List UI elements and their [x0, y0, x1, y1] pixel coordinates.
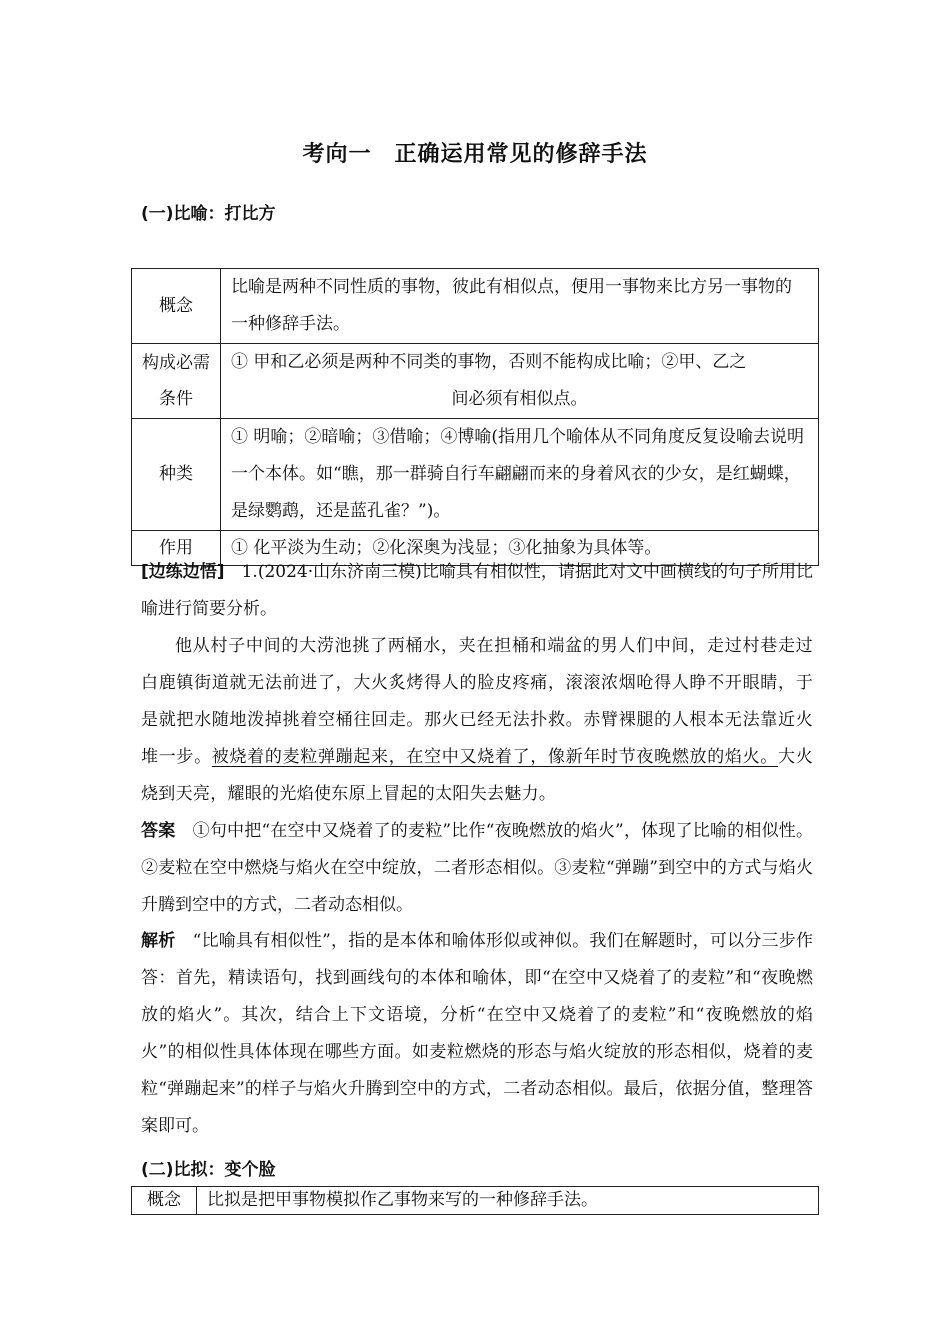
- table-row: [132, 344, 819, 419]
- analysis-label: 解析: [141, 931, 176, 951]
- table-row: [132, 1187, 819, 1215]
- answer-block: [141, 813, 813, 924]
- row-value-function: ① 化平淡为生动；②化深奥为浅显；③化抽象为具体等。: [221, 531, 819, 566]
- analysis-block: [141, 923, 813, 1145]
- exercise-question: [141, 554, 813, 628]
- passage-after: 大火烧到天亮，耀眼的光焰使东原上冒起的太阳失去魅力。: [141, 747, 813, 804]
- page-title: 考向一 正确运用常见的修辞手法: [302, 142, 648, 167]
- question-text: 1.(2024·山东济南三模)比喻具有相似性，请据此对文中画横线的句子所用比喻进行简要分析。: [141, 562, 814, 619]
- personification-table: [131, 1186, 819, 1215]
- conditions-line-1: ① 甲和乙必须是两种不同类的事物，否则不能构成比喻；②甲、乙之: [231, 352, 747, 372]
- row-value-types: ① 明喻；②暗喻；③借喻；④博喻(指用几个喻体从不同角度反复设喻去说明一个本体。如“瞧，那一群骑自行车翩翩而来的身着风衣的少女，是红蝴蝶，是绿鹦鹉，还是蓝孔雀？”)。: [221, 419, 819, 531]
- row-key-conditions: 构成必需条件: [132, 344, 221, 419]
- passage: [141, 628, 813, 813]
- row-key-types: 种类: [132, 419, 221, 531]
- conditions-line-2: 间必须有相似点。: [451, 389, 588, 409]
- metaphor-table: [131, 268, 819, 566]
- row-value-concept-2: 比拟是把甲事物模拟作乙事物来写的一种修辞手法。: [197, 1187, 819, 1215]
- passage-underlined-sentence: 被烧着的麦粒弹蹦起来，在空中又烧着了，像新年时节夜晚燃放的焰火。: [211, 747, 778, 767]
- analysis-text: “比喻具有相似性”，指的是本体和喻体形似或神似。我们在解题时，可以分三步作答：首先，精读语句，找到画线句的本体和喻体，即“在空中又烧着了的麦粒”和“夜晚燃放的焰火”。其次，结合上下文语境，分析“在空中又烧着了的麦粒”和“夜晚燃放的焰火”的相似性具体体现在哪些方面。如麦粒燃烧的形态与焰火绽放的形态相似，烧着的麦粒“弹蹦起来”的样子与焰火升腾到空中的方式，二者动态相似。最后，依据分值，整理答案即可。: [141, 931, 814, 1136]
- table-row: [132, 419, 819, 531]
- section-heading-personification: (二)比拟：变个脸: [141, 1160, 276, 1180]
- row-value-conditions: [221, 344, 819, 419]
- table-row: [132, 269, 819, 344]
- exercise-tag: [边练边悟]: [141, 562, 225, 582]
- section-heading-metaphor: (一)比喻：打比方: [141, 204, 276, 224]
- row-key-concept: 概念: [132, 269, 221, 344]
- answer-label: 答案: [141, 821, 176, 841]
- row-key-function: 作用: [132, 531, 221, 566]
- row-value-concept: 比喻是两种不同性质的事物，彼此有相似点，便用一事物来比方另一事物的一种修辞手法。: [221, 269, 819, 344]
- answer-text: ①句中把“在空中又烧着了的麦粒”比作“夜晚燃放的焰火”，体现了比喻的相似性。②麦粒在空中燃烧与焰火在空中绽放，二者形态相似。③麦粒“弹蹦”到空中的方式与焰火升腾到空中的方式，二者动态相似。: [141, 821, 814, 915]
- row-key-concept-2: 概念: [132, 1187, 197, 1215]
- passage-before: 他从村子中间的大涝池挑了两桶水，夹在担桶和端盆的男人们中间，走过村巷走过白鹿镇街道就无法前进了，大火炙烤得人的脸皮疼痛，滚滚浓烟呛得人睁不开眼睛，于是就把水随地泼掉挑着空桶往回走。那火已经无法扑救。赤臂裸腿的人根本无法靠近火堆一步。: [141, 636, 813, 767]
